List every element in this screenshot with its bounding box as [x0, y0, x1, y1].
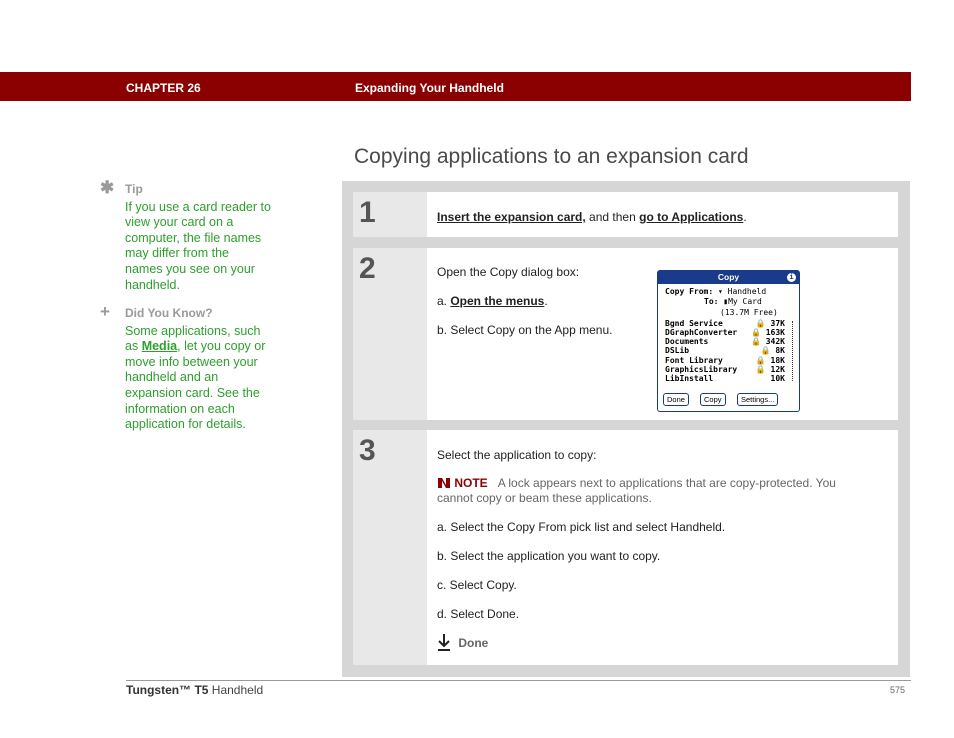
to-row	[704, 297, 762, 306]
chapter-number: CHAPTER 26	[126, 81, 201, 95]
step-3-a: a. Select the Copy From pick list and select Handheld.	[437, 520, 726, 534]
step-number-column	[353, 430, 427, 665]
step-3-b: b. Select the application you want to copy.	[437, 549, 661, 563]
step-number: 3	[359, 434, 376, 467]
dyk-text: as	[125, 339, 142, 354]
did-you-know-text	[125, 324, 275, 433]
step-2-intro: Open the Copy dialog box:	[437, 265, 580, 279]
tip-text	[125, 200, 275, 294]
step-2-a	[437, 294, 548, 308]
dyk-line	[125, 339, 275, 355]
step-number: 1	[359, 196, 376, 229]
done-marker	[437, 633, 488, 651]
footer-product	[126, 683, 263, 697]
to-label: To:	[704, 297, 719, 306]
step-3	[353, 430, 898, 665]
footer-rule	[126, 680, 911, 681]
note-text: A lock appears next to applications that are copy-protected. You	[497, 476, 836, 490]
note-text-cont: cannot copy or beam these applications.	[437, 491, 652, 505]
app-size: 🔒 37K	[755, 319, 785, 328]
did-you-know-box	[100, 302, 275, 433]
app-name: DGraphConverter	[665, 328, 738, 337]
step-text: .	[544, 294, 548, 308]
note-label: NOTE	[454, 476, 488, 490]
tip-label: Tip	[125, 182, 143, 196]
tip-box	[100, 178, 275, 293]
app-size: 🔒 163K	[750, 328, 785, 337]
note-line	[437, 476, 836, 490]
dyk-line: move info between your	[125, 354, 258, 369]
product-suffix: Handheld	[208, 683, 264, 697]
step-3-d: d. Select Done.	[437, 607, 520, 621]
tip-line: computer, the file names	[125, 230, 262, 245]
open-menus-link[interactable]: Open the menus	[450, 294, 545, 308]
copy-from-row	[665, 287, 766, 296]
plus-icon: +	[100, 302, 110, 321]
dialog-title: Copy	[658, 271, 799, 284]
app-name: GraphicsLibrary	[665, 365, 738, 374]
dyk-line: Some applications, such	[125, 323, 261, 338]
step-2-b: b. Select Copy on the App menu.	[437, 323, 613, 337]
dyk-line: information on each	[125, 401, 235, 416]
dyk-line: application for details.	[125, 417, 246, 432]
note-icon	[437, 477, 451, 489]
copy-dialog-screenshot	[657, 270, 800, 412]
free-space: (13.7M Free)	[720, 308, 778, 317]
dyk-line: handheld and an	[125, 370, 219, 385]
copy-from-label: Copy From:	[665, 287, 714, 296]
copy-from-value: ▾ Handheld	[718, 287, 767, 296]
app-size: 🔒 12K	[755, 365, 785, 374]
asterisk-icon: ✱	[100, 178, 115, 197]
insert-card-link[interactable]: Insert the expansion card,	[437, 210, 586, 224]
step-text: .	[743, 210, 747, 224]
chapter-title: Expanding Your Handheld	[355, 81, 504, 95]
copy-button: Copy	[700, 393, 726, 406]
tip-line: handheld.	[125, 277, 180, 292]
step-1-text	[437, 210, 747, 224]
app-name: LibInstall	[665, 374, 714, 383]
page-number: 575	[890, 685, 906, 695]
app-size: 🔒 8K	[760, 346, 785, 355]
step-3-c: c. Select Copy.	[437, 578, 517, 592]
down-arrow-icon	[437, 633, 451, 651]
go-to-applications-link[interactable]: go to Applications	[639, 210, 744, 224]
app-size: 🔒 342K	[750, 337, 785, 346]
product-name: Tungsten™ T5	[126, 683, 209, 697]
step-number-column	[353, 248, 427, 420]
did-you-know-label: Did You Know?	[125, 306, 213, 320]
done-label: Done	[458, 636, 489, 650]
step-number: 2	[359, 252, 376, 285]
step-2	[353, 248, 898, 420]
media-link[interactable]: Media	[141, 339, 178, 354]
settings-button: Settings...	[737, 393, 778, 406]
app-name: Bgnd Service	[665, 319, 723, 328]
info-icon: i	[787, 273, 796, 282]
dyk-text: , let you copy or	[177, 339, 266, 354]
page-title: Copying applications to an expansion card	[354, 145, 749, 168]
app-name: Documents	[665, 337, 709, 346]
tip-line: view your card on a	[125, 215, 234, 230]
done-button: Done	[663, 393, 689, 406]
tip-line: may differ from the	[125, 246, 229, 261]
step-1	[353, 192, 898, 237]
app-name: Font Library	[665, 356, 723, 365]
app-name: DSLib	[665, 346, 690, 355]
step-text: a.	[437, 294, 451, 308]
tip-line: names you see on your	[125, 261, 255, 276]
scrollbar	[792, 321, 796, 381]
step-number-column	[353, 192, 427, 237]
dyk-line: expansion card. See the	[125, 385, 260, 400]
app-size: 🔒 18K	[755, 356, 785, 365]
step-text: and then	[585, 210, 640, 224]
app-size: 10K	[770, 374, 785, 383]
chapter-header-bar	[0, 72, 911, 101]
tip-line: If you use a card reader to	[125, 199, 271, 214]
step-3-intro: Select the application to copy:	[437, 448, 597, 462]
to-value: ▮My Card	[723, 297, 762, 306]
